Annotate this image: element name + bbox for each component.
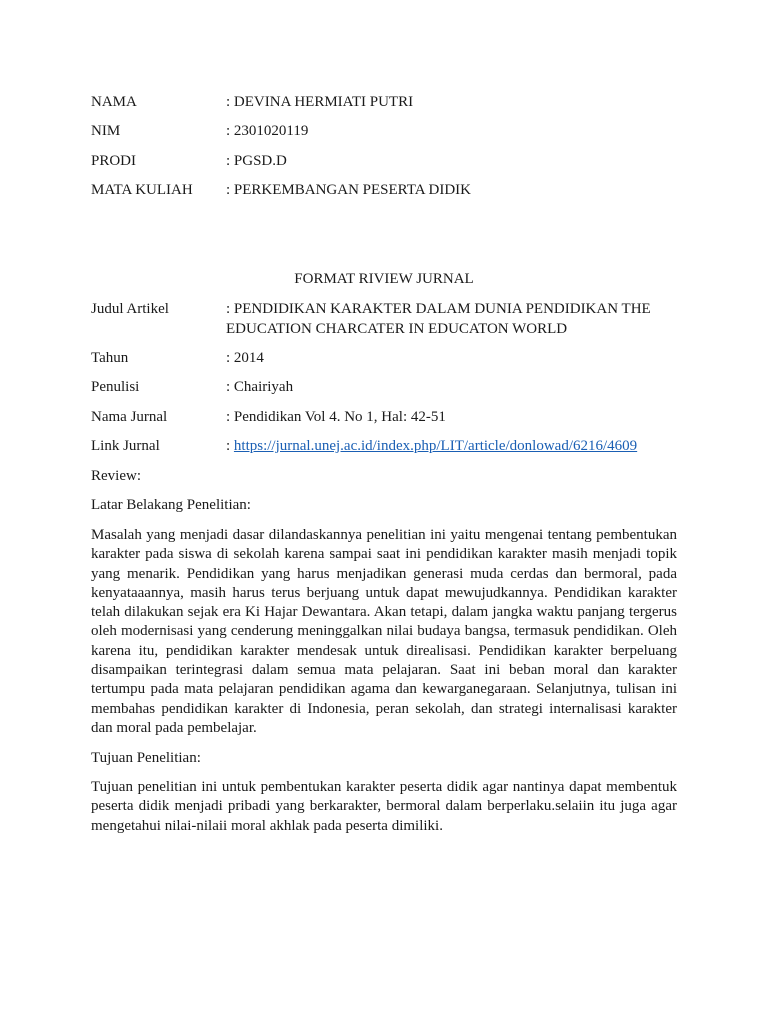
journal-link[interactable]: https://jurnal.unej.ac.id/index.php/LIT/article/donlowad/6216/4609 <box>233 438 638 454</box>
document-title: FORMAT RIVIEW JURNAL <box>294 271 474 287</box>
prodi-value: : PGSD.D <box>226 153 287 169</box>
course-label: MATA KULIAH <box>91 182 193 198</box>
objective-paragraph: Tujuan penelitian ini untuk pembentukan karakter peserta didik agar nantinya dapat membentuk peserta didik menjadi pribadi yang berkarakter, bermoral dalam berperlaku.selaiin itu juga agar mengetahui nilai-nilaii moral akhlak pada peserta dimiliki. <box>91 779 677 834</box>
name-value: : DEVINA HERMIATI PUTRI <box>226 94 414 110</box>
year-label: Tahun <box>91 350 129 366</box>
background-paragraph: Masalah yang menjadi dasar dilandaskannya penelitian ini yaitu mengenai tentang pembentukan karakter pada siswa di sekolah karena sampai saat ini pendidikan karakter masih menjadi topik yang menarik. Pendidikan yang harus menjadikan generasi muda cerdas dan bermoral, pada kenyataaannya, masih harus terus berjuang untuk dapat mewujudkannya. Pendidikan karakter telah dilakukan sejak era Ki Hajar Dewantara. Akan tetapi, dalam jangka waktu panjang tergerus oleh modernisasi yang cenderung meninggalkan nilai budaya bangsa, termasuk pendidikan. Oleh karena itu, pendidikan karakter mendesak untuk direalisasi. Pendidikan karakter berpeluang disampaikan terintegrasi dalam semua mata pelajaran. Saat ini beban moral dan karakter tertumpu pada mata pelajaran pendidikan agama dan kewarganegaraan. Selanjutnya, tulisan ini membahas pendidikan karakter di Indonesia, peran sekolah, dan strategi internalisasi karakter dan moral pada pembelajar. <box>91 527 677 736</box>
journal-link-value <box>226 437 681 457</box>
nim-value: : 2301020119 <box>226 123 309 139</box>
objective-heading: Tujuan Penelitian: <box>91 750 201 766</box>
author-label: Penulisi <box>91 379 140 395</box>
journal-link-prefix: : <box>226 438 234 454</box>
review-heading: Review: <box>91 468 141 484</box>
course-value: : PERKEMBANGAN PESERTA DIDIK <box>226 182 471 198</box>
journal-name-value: : Pendidikan Vol 4. No 1, Hal: 42-51 <box>226 409 446 425</box>
journal-name-label: Nama Jurnal <box>91 409 168 425</box>
background-heading: Latar Belakang Penelitian: <box>91 497 251 513</box>
year-value: : 2014 <box>226 350 264 366</box>
article-title-label: Judul Artikel <box>91 301 169 317</box>
nim-label: NIM <box>91 123 121 139</box>
article-title-value: : PENDIDIKAN KARAKTER DALAM DUNIA PENDIDIKAN THE EDUCATION CHARCATER IN EDUCATON WORLD <box>226 301 651 337</box>
name-label: NAMA <box>91 94 137 110</box>
journal-link-label: Link Jurnal <box>91 438 160 454</box>
author-value: : Chairiyah <box>226 379 294 395</box>
prodi-label: PRODI <box>91 153 137 169</box>
